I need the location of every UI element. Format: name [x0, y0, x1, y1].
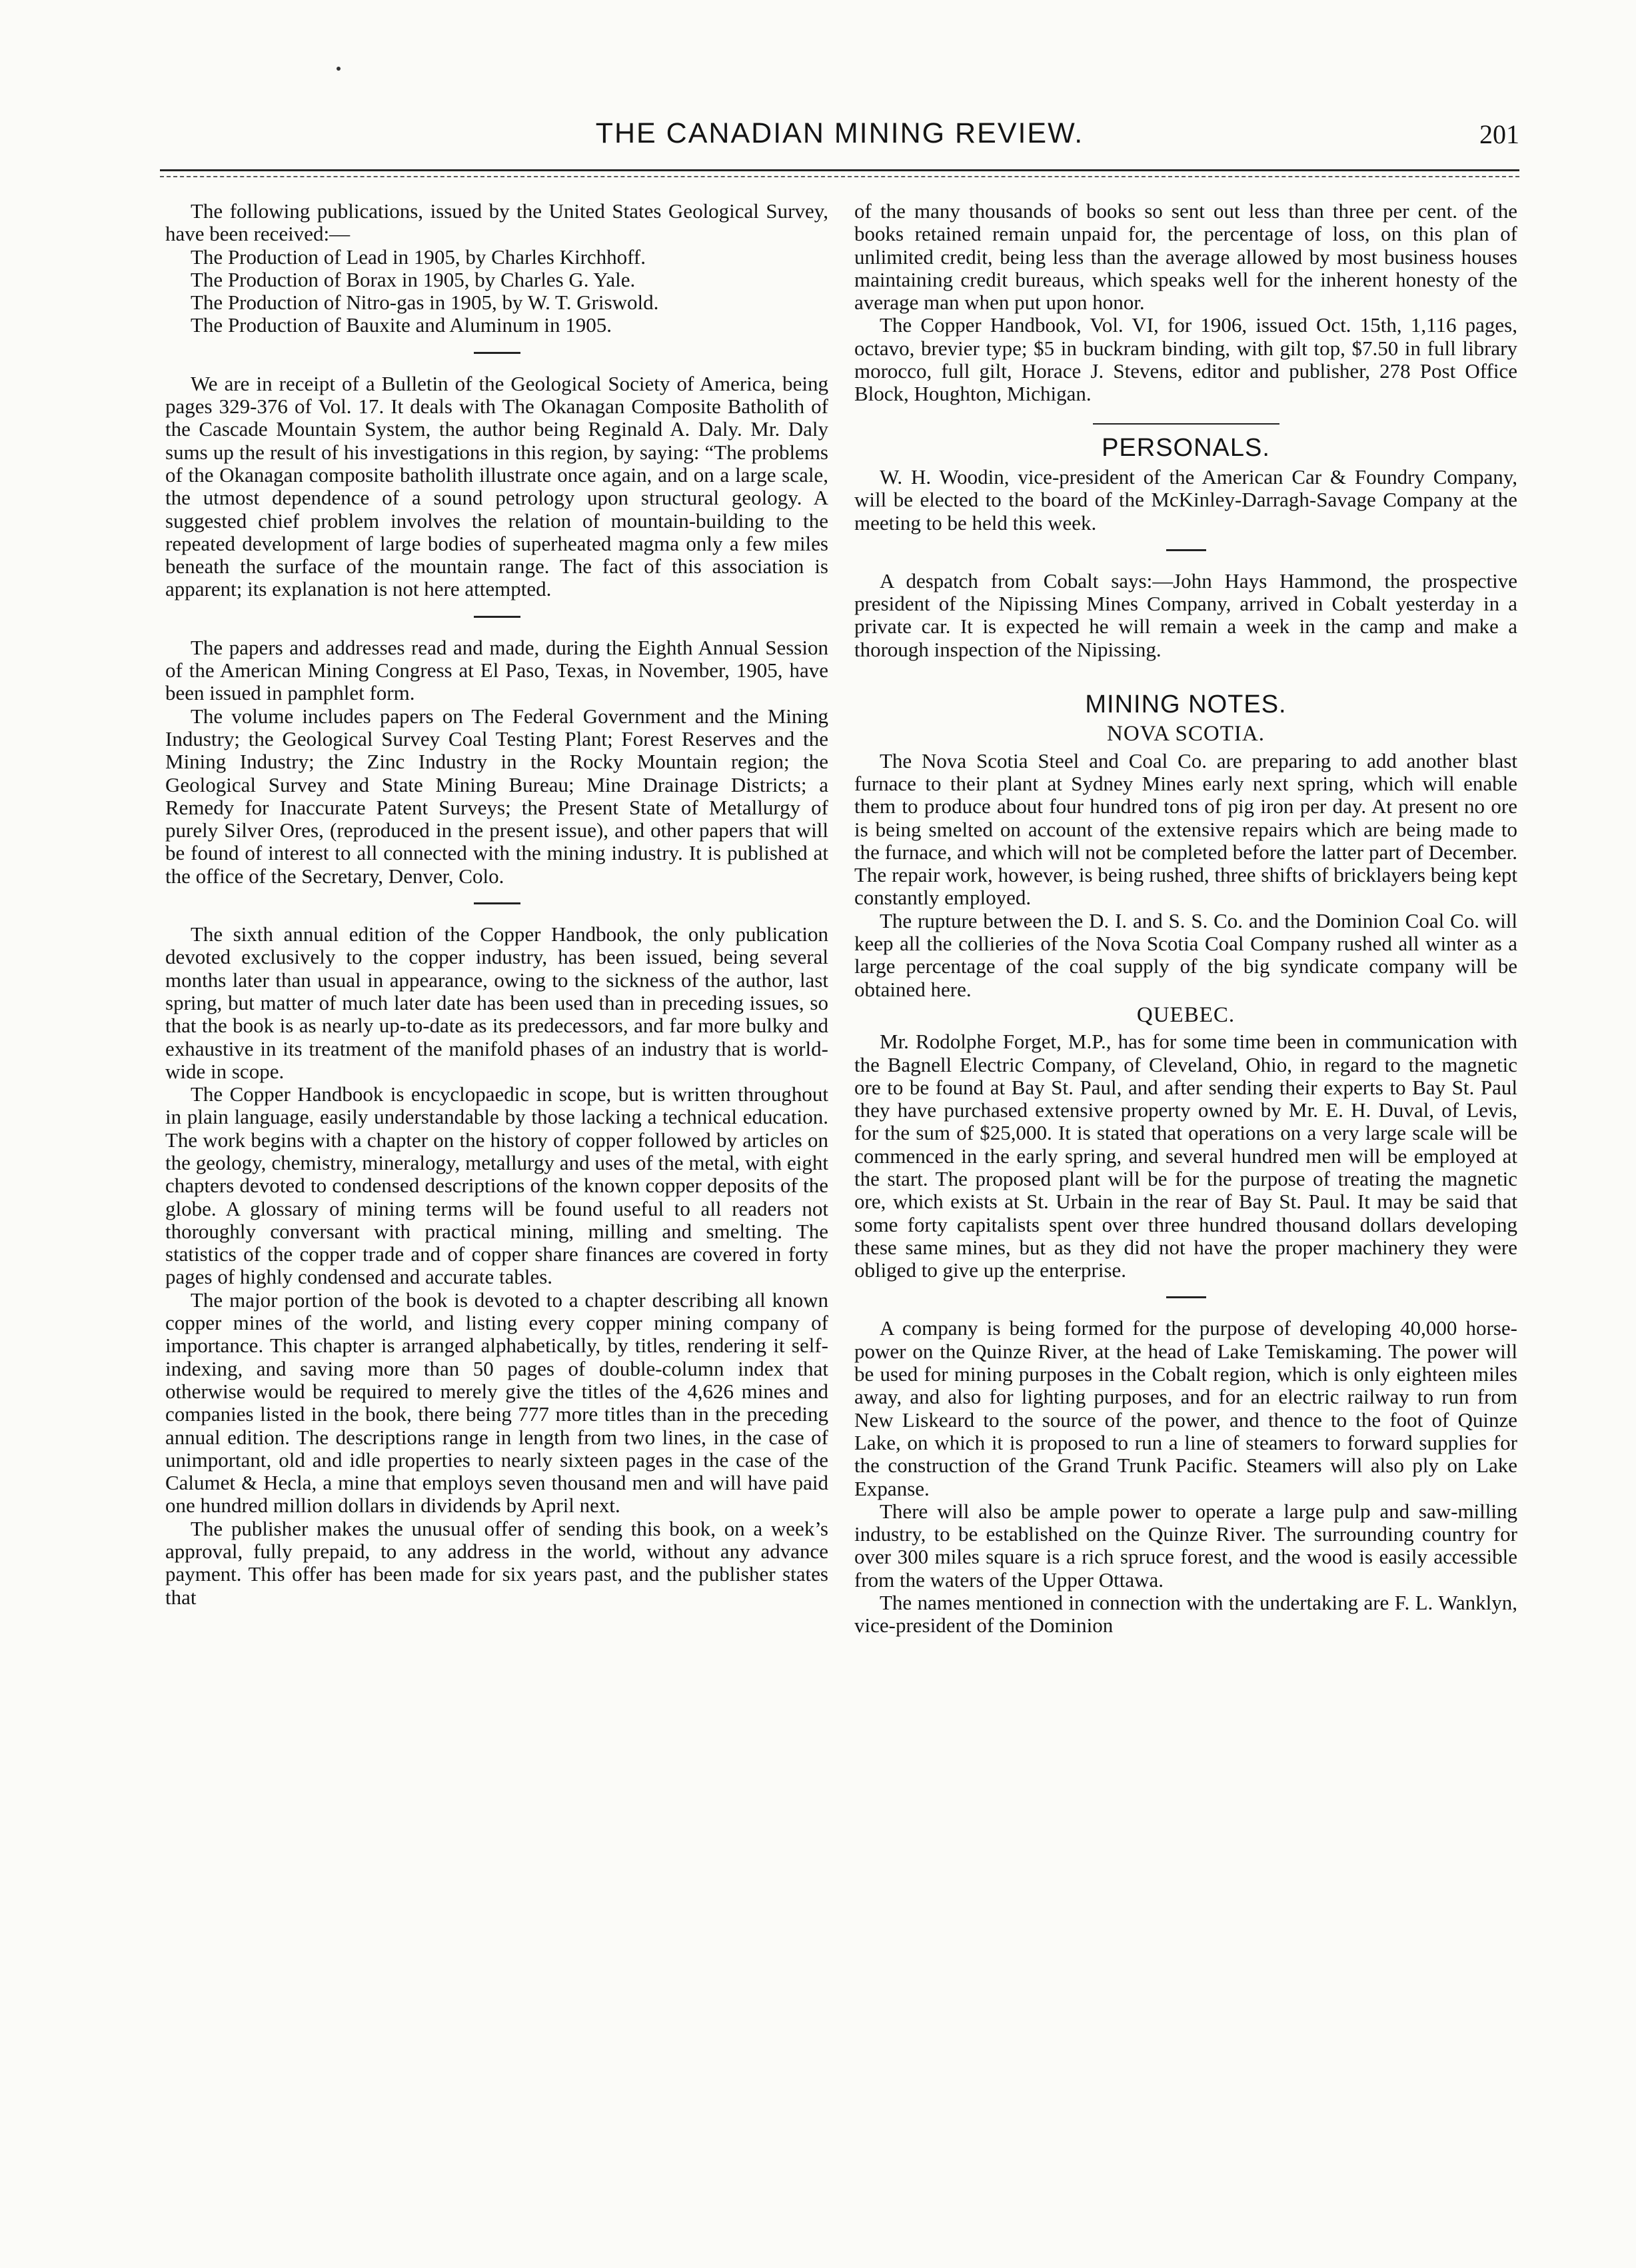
wanklyn-paragraph: The names mentioned in connection with the undertaking are F. L. Wanklyn, vice-president of the Dominion — [854, 1591, 1517, 1638]
copper-handbook-paragraph-1: The sixth annual edition of the Copper Handbook, the only publication devoted exclusively to the copper industry, has been issued, being several months later than usual in appearance, owing to the sickness of the author, last spring, but matter of much later date has been used than in preceding issues, so that the book is as nearly up-to-date as its predecessors, and far more bulky and exhaustive in its treatment of the manifold phases of an industry that is world-wide in scope. — [165, 922, 828, 1083]
copper-handbook-pricing: The Copper Handbook, Vol. VI, for 1906, issued Oct. 15th, 1,116 pages, octavo, brevier type; $5 in buckram binding, with gilt top, $7.50 in full library morocco, full gilt, Horace J. Stevens, editor and publisher, 278 Post Office Block, Houghton, Michigan. — [854, 313, 1517, 406]
nova-scotia-subheading: NOVA SCOTIA. — [1107, 722, 1265, 746]
mining-congress-paragraph: The papers and addresses read and made, during the Eighth Annual Session of the American Mining Congress at El Paso, Texas, in November, 1905, have been issued in pamphlet form. — [165, 635, 828, 705]
quinze-river-paragraph: A company is being formed for the purpose of developing 40,000 horse-power on the Quinze River, at the head of Lake Temiskaming. The power will be used for mining purposes in the Cobalt region, which is only eighteen miles away, and also for lighting purposes, and for an electric railway to run from New Liskeard to the source of the power, and thence to the foot of Quinze Lake, on which it is proposed to run a line of steamers to forward supplies for the construction of the Grand Trunk Pacific. Steamers will also ply on Lake Expanse. — [854, 1316, 1517, 1500]
mining-congress-volume-paragraph: The volume includes papers on The Federal Government and the Mining Industry; the Geological Survey Coal Testing Plant; Forest Reserves and the Mining Industry; the Zinc Industry in the Rocky Mountain region; the Geological Survey and State Mining Bureau; Mine Drainage Districts; a Remedy for Inaccurate Patent Surveys; the Present State of Metallurgy of purely Silver Ores, (reproduced in the present issue), and other papers that will be found of interest to all connected with the mining industry. It is published at the office of the Secretary, Denver, Colo. — [165, 704, 828, 888]
quebec-subheading: QUEBEC. — [1136, 1002, 1235, 1027]
header-rule-dashed — [160, 176, 1519, 179]
section-divider — [474, 352, 520, 354]
usgs-intro: The following publications, issued by the United States Geological Survey, have been received:— — [165, 199, 828, 246]
usgs-item-bauxite: The Production of Bauxite and Aluminum in 1905. — [191, 313, 612, 337]
journal-title: THE CANADIAN MINING REVIEW. — [595, 117, 1084, 149]
header-rule — [160, 169, 1519, 171]
copper-handbook-paragraph-3: The major portion of the book is devoted to a chapter describing all known copper mines of the world, and listing every copper mining company of importance. This chapter is arranged alphabetically, by titles, rendering it self-indexing, and saving more than 50 pages of double-column index that otherwise would be required to merely give the titles of the 4,626 mines and companies listed in the book, there being 777 more titles than in the preceding annual edition. The descriptions range in length from two lines, in the case of unimportant, old and idle properties to nearly sixteen pages in the case of the Calumet & Hecla, a mine that employs seven thousand men and will have paid one hundred million dollars in dividends by April next. — [165, 1288, 828, 1518]
usgs-item-nitrogas: The Production of Nitro-gas in 1905, by W. T. Griswold. — [191, 291, 659, 315]
copper-handbook-paragraph-2: The Copper Handbook is encyclopaedic in scope, but is written throughout in plain language, easily understandable by those lacking a technical education. The work begins with a chapter on the history of copper followed by articles on the geology, chemistry, mineralogy, metallurgy and uses of the metal, with eight chapters devoted to condensed descriptions of the known copper deposits of the globe. A glossary of mining terms will be found useful to all readers not thoroughly conversant with practical mining, milling and smelting. The statistics of the copper trade and of copper share finances are covered in forty pages of highly condensed and accurate tables. — [165, 1082, 828, 1289]
pulp-mill-paragraph: There will also be ample power to operate a large pulp and saw-milling industry, to be established on the Quinze River. The surrounding country for over 300 miles square is a rich spruce forest, and the wood is easily accessible from the waters of the Upper Ottawa. — [854, 1499, 1517, 1592]
section-divider — [474, 616, 520, 618]
usgs-item-lead: The Production of Lead in 1905, by Charles Kirchhoff. — [191, 245, 646, 269]
print-speck — [337, 67, 341, 71]
usgs-item-borax: The Production of Borax in 1905, by Charles G. Yale. — [191, 267, 636, 291]
running-header — [160, 117, 1519, 164]
right-column — [854, 200, 1517, 1638]
mining-notes-heading: MINING NOTES. — [1085, 690, 1287, 719]
section-divider — [474, 902, 520, 904]
personal-hammond: A despatch from Cobalt says:—John Hays Hammond, the prospective president of the Nipissing Mines Company, arrived in Cobalt yesterday in a private car. It is expected he will remain a week in the camp and make a thorough inspection of the Nipissing. — [854, 568, 1517, 661]
left-column — [165, 200, 828, 1609]
forget-paragraph: Mr. Rodolphe Forget, M.P., has for some time been in communication with the Bagnell Electric Company, of Cleveland, Ohio, in regard to the magnetic ore to be found at Bay St. Paul, and after sending their experts to Bay St. Paul they have purchased extensive property owned by Mr. E. H. Duval, of Levis, for the sum of $25,000. It is stated that operations on a very large scale will be commenced in the early spring, and several hundred men will be employed at the start. The proposed plant will be for the purpose of treating the magnetic ore, which exists at St. Urbain in the rear of Bay St. Paul. It may be said that some forty capitalists spent over three hundred thousand dollars developing these same mines, but as they did not have the proper machinery they were obliged to give up the enterprise. — [854, 1030, 1517, 1282]
section-divider — [1166, 549, 1206, 551]
dominion-coal-paragraph: The rupture between the D. I. and S. S. Co. and the Dominion Coal Co. will keep all the collieries of the Nova Scotia Coal Company rushed all winter as a large percentage of the coal supply of the big syndicate company will be obtained here. — [854, 908, 1517, 1001]
personals-heading: PERSONALS. — [1102, 433, 1270, 462]
personal-woodin: W. H. Woodin, vice-president of the American Car & Foundry Company, will be elected to the board of the McKinley-Darragh-Savage Company at the meeting to be held this week. — [854, 465, 1517, 535]
copper-handbook-continued: of the many thousands of books so sent out less than three per cent. of the books retained remain unpaid for, the percentage of loss, on this plan of unlimited credit, being less than the average allowed by most business houses maintaining credit bureaus, which speaks well for the inherent honesty of the average man when put upon honor. — [854, 199, 1517, 315]
section-divider — [1166, 1296, 1206, 1298]
bulletin-paragraph: We are in receipt of a Bulletin of the Geological Society of America, being pages 329-376 of Vol. 17. It deals with The Okanagan Composite Batholith of the Cascade Mountain System, the author being Reginald A. Daly. Mr. Daly sums up the result of his investigations in this region, by saying: “The problems of the Okanagan composite batholith illustrate once again, and on a large scale, the utmost dependence of a sound petrology upon structural geology. A suggested chief problem involves the relation of mountain-building to the repeated development of large bodies of superheated magma only a few miles beneath the surface of the mountain range. The fact of this association is apparent; its explanation is not here attempted. — [165, 371, 828, 601]
copper-handbook-paragraph-4: The publisher makes the unusual offer of sending this book, on a week’s approval, fully prepaid, to any address in the world, without any advance payment. This offer has been made for six years past, and the publisher states that — [165, 1516, 828, 1609]
section-rule — [1093, 423, 1279, 425]
page-number: 201 — [1479, 119, 1519, 149]
nova-scotia-steel-paragraph: The Nova Scotia Steel and Coal Co. are preparing to add another blast furnace to their plant at Sydney Mines early next spring, which will enable them to produce about four hundred tons of pig iron per day. At present no ore is being smelted on account of the extensive repairs which are being made to the furnace, and which will not be completed before the latter part of December. The repair work, however, is being rushed, three shifts of bricklayers being kept constantly employed. — [854, 748, 1517, 910]
